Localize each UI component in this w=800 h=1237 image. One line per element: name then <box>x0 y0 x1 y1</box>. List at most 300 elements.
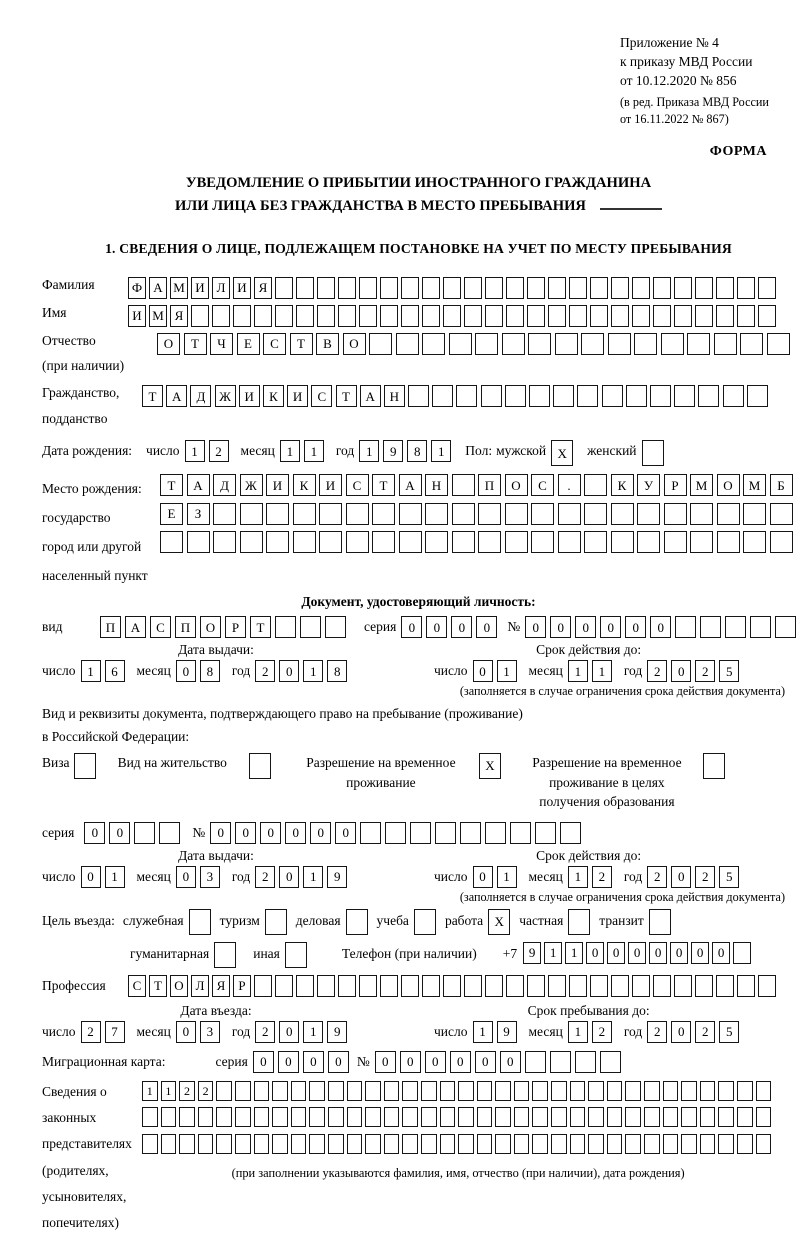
surname-cell[interactable]: Я <box>254 277 272 299</box>
surname-cell[interactable] <box>317 277 335 299</box>
birth-place-cell[interactable] <box>319 503 342 525</box>
residence-number-cell[interactable] <box>460 822 481 844</box>
given-name-cell[interactable] <box>233 305 251 327</box>
representative-cell[interactable] <box>625 1107 641 1127</box>
patronymic-cell[interactable]: Т <box>184 333 207 355</box>
profession-cell[interactable] <box>443 975 461 997</box>
representative-cell[interactable] <box>588 1134 604 1154</box>
birth-place-cell[interactable]: О <box>505 474 528 496</box>
patronymic-cell[interactable]: В <box>316 333 339 355</box>
surname-cell[interactable]: М <box>170 277 188 299</box>
surname-cell[interactable] <box>632 277 650 299</box>
representative-cell[interactable] <box>365 1081 381 1101</box>
surname-cell[interactable] <box>422 277 440 299</box>
representative-cell[interactable] <box>625 1081 641 1101</box>
birth-place-cell[interactable] <box>770 531 793 553</box>
purpose-checkbox[interactable] <box>346 909 368 935</box>
birth-month-cell[interactable]: 1 <box>304 440 324 462</box>
citizenship-cell[interactable] <box>432 385 453 407</box>
birth-place-cell[interactable] <box>372 503 395 525</box>
citizenship-cell[interactable]: И <box>287 385 308 407</box>
profession-cell[interactable] <box>422 975 440 997</box>
representative-cell[interactable] <box>495 1107 511 1127</box>
valid-day-cell[interactable]: 1 <box>497 866 517 888</box>
surname-cell[interactable] <box>359 277 377 299</box>
profession-cell[interactable] <box>590 975 608 997</box>
issue-month-cell[interactable]: 0 <box>176 660 196 682</box>
stay-year-cell[interactable]: 2 <box>695 1021 715 1043</box>
surname-cell[interactable]: Л <box>212 277 230 299</box>
representative-cell[interactable]: 1 <box>161 1081 177 1101</box>
given-name-cell[interactable] <box>212 305 230 327</box>
surname-cell[interactable] <box>527 277 545 299</box>
surname-cell[interactable] <box>296 277 314 299</box>
representative-cell[interactable] <box>681 1134 697 1154</box>
birth-place-cell[interactable] <box>717 503 740 525</box>
migration-number-cell[interactable]: 0 <box>400 1051 421 1073</box>
patronymic-cell[interactable] <box>608 333 631 355</box>
given-name-cell[interactable] <box>485 305 503 327</box>
representative-cell[interactable] <box>607 1081 623 1101</box>
citizenship-cell[interactable] <box>456 385 477 407</box>
representative-cell[interactable] <box>607 1134 623 1154</box>
valid-day-cell[interactable]: 0 <box>473 866 493 888</box>
given-name-cell[interactable] <box>359 305 377 327</box>
profession-cell[interactable]: Р <box>233 975 251 997</box>
migration-series-cell[interactable]: 0 <box>278 1051 299 1073</box>
citizenship-cell[interactable] <box>481 385 502 407</box>
representative-cell[interactable] <box>756 1107 772 1127</box>
given-name-cell[interactable] <box>317 305 335 327</box>
profession-cell[interactable] <box>695 975 713 997</box>
representative-cell[interactable] <box>477 1134 493 1154</box>
migration-number-cell[interactable]: 0 <box>475 1051 496 1073</box>
birth-place-cell[interactable] <box>187 531 210 553</box>
birth-place-cell[interactable] <box>266 503 289 525</box>
valid-year-cell[interactable]: 0 <box>671 866 691 888</box>
birth-place-cell[interactable] <box>425 531 448 553</box>
representative-cell[interactable] <box>384 1107 400 1127</box>
citizenship-cell[interactable]: Н <box>384 385 405 407</box>
birth-place-cell[interactable] <box>293 531 316 553</box>
surname-cell[interactable] <box>464 277 482 299</box>
given-name-cell[interactable] <box>569 305 587 327</box>
representative-cell[interactable] <box>328 1081 344 1101</box>
entry-day-cell[interactable]: 2 <box>81 1021 101 1043</box>
representative-cell[interactable] <box>644 1081 660 1101</box>
surname-cell[interactable]: И <box>233 277 251 299</box>
residence-number-cell[interactable]: 0 <box>210 822 231 844</box>
given-name-cell[interactable] <box>590 305 608 327</box>
representative-cell[interactable] <box>440 1081 456 1101</box>
patronymic-cell[interactable] <box>767 333 790 355</box>
citizenship-cell[interactable]: Т <box>336 385 357 407</box>
birth-place-cell[interactable]: С <box>531 474 554 496</box>
birth-place-cell[interactable] <box>293 503 316 525</box>
profession-cell[interactable]: Я <box>212 975 230 997</box>
representative-cell[interactable] <box>347 1134 363 1154</box>
given-name-cell[interactable] <box>338 305 356 327</box>
representative-cell[interactable] <box>272 1107 288 1127</box>
birth-place-cell[interactable] <box>664 531 687 553</box>
phone-cell[interactable]: 0 <box>691 942 709 964</box>
representative-cell[interactable] <box>328 1134 344 1154</box>
doc-kind-cell[interactable] <box>275 616 296 638</box>
representative-cell[interactable] <box>737 1081 753 1101</box>
doc-number-cell[interactable]: 0 <box>525 616 546 638</box>
given-name-cell[interactable]: Я <box>170 305 188 327</box>
valid-day-cell[interactable]: 0 <box>473 660 493 682</box>
representative-cell[interactable] <box>737 1134 753 1154</box>
surname-cell[interactable] <box>485 277 503 299</box>
profession-cell[interactable] <box>527 975 545 997</box>
representative-cell[interactable] <box>718 1134 734 1154</box>
doc-series-cell[interactable]: 0 <box>476 616 497 638</box>
profession-cell[interactable] <box>338 975 356 997</box>
birth-place-cell[interactable] <box>452 503 475 525</box>
valid-month-cell[interactable]: 2 <box>592 866 612 888</box>
birth-place-cell[interactable]: М <box>743 474 766 496</box>
birth-place-cell[interactable] <box>531 503 554 525</box>
representative-cell[interactable] <box>700 1107 716 1127</box>
representative-cell[interactable] <box>216 1134 232 1154</box>
migration-number-cell[interactable] <box>575 1051 596 1073</box>
representative-cell[interactable] <box>291 1107 307 1127</box>
representative-cell[interactable] <box>551 1134 567 1154</box>
doc-number-cell[interactable]: 0 <box>650 616 671 638</box>
representative-cell[interactable] <box>737 1107 753 1127</box>
residence-number-cell[interactable] <box>385 822 406 844</box>
birth-day-cell[interactable]: 2 <box>209 440 229 462</box>
doc-number-cell[interactable]: 0 <box>600 616 621 638</box>
profession-cell[interactable] <box>737 975 755 997</box>
given-name-cell[interactable] <box>380 305 398 327</box>
valid-month-cell[interactable]: 1 <box>592 660 612 682</box>
birth-place-cell[interactable] <box>558 531 581 553</box>
entry-year-cell[interactable]: 0 <box>279 1021 299 1043</box>
patronymic-cell[interactable] <box>449 333 472 355</box>
representative-cell[interactable] <box>570 1081 586 1101</box>
representative-cell[interactable] <box>235 1107 251 1127</box>
profession-cell[interactable] <box>569 975 587 997</box>
profession-cell[interactable] <box>758 975 776 997</box>
birth-place-cell[interactable] <box>240 503 263 525</box>
valid-year-cell[interactable]: 5 <box>719 660 739 682</box>
stay-year-cell[interactable]: 5 <box>719 1021 739 1043</box>
purpose-checkbox[interactable] <box>568 909 590 935</box>
citizenship-cell[interactable]: Т <box>142 385 163 407</box>
entry-month-cell[interactable]: 3 <box>200 1021 220 1043</box>
representative-cell[interactable] <box>588 1081 604 1101</box>
profession-cell[interactable] <box>674 975 692 997</box>
representative-cell[interactable] <box>402 1081 418 1101</box>
stay-year-cell[interactable]: 2 <box>647 1021 667 1043</box>
doc-kind-cell[interactable]: А <box>125 616 146 638</box>
birth-place-cell[interactable]: К <box>611 474 634 496</box>
phone-cell[interactable] <box>733 942 751 964</box>
birth-place-cell[interactable] <box>240 531 263 553</box>
birth-place-cell[interactable]: И <box>319 474 342 496</box>
phone-cell[interactable]: 1 <box>565 942 583 964</box>
profession-cell[interactable] <box>296 975 314 997</box>
surname-cell[interactable] <box>716 277 734 299</box>
citizenship-cell[interactable] <box>674 385 695 407</box>
residence-number-cell[interactable] <box>485 822 506 844</box>
representative-cell[interactable] <box>607 1107 623 1127</box>
phone-cell[interactable]: 0 <box>628 942 646 964</box>
representative-cell[interactable] <box>458 1107 474 1127</box>
given-name-cell[interactable] <box>401 305 419 327</box>
birth-place-cell[interactable]: И <box>266 474 289 496</box>
residence-number-cell[interactable]: 0 <box>310 822 331 844</box>
birth-place-cell[interactable]: А <box>187 474 210 496</box>
profession-cell[interactable]: О <box>170 975 188 997</box>
stay-day-cell[interactable]: 1 <box>473 1021 493 1043</box>
doc-number-cell[interactable] <box>750 616 771 638</box>
representative-cell[interactable] <box>179 1134 195 1154</box>
birth-place-cell[interactable] <box>611 503 634 525</box>
representative-cell[interactable] <box>551 1107 567 1127</box>
surname-cell[interactable] <box>737 277 755 299</box>
representative-cell[interactable] <box>532 1134 548 1154</box>
given-name-cell[interactable] <box>254 305 272 327</box>
residence-series-cell[interactable]: 0 <box>84 822 105 844</box>
given-name-cell[interactable] <box>716 305 734 327</box>
representative-cell[interactable] <box>440 1134 456 1154</box>
birth-place-cell[interactable]: Н <box>425 474 448 496</box>
birth-place-cell[interactable] <box>425 503 448 525</box>
birth-place-cell[interactable] <box>770 503 793 525</box>
birth-place-cell[interactable]: Ж <box>240 474 263 496</box>
given-name-cell[interactable] <box>191 305 209 327</box>
representative-cell[interactable] <box>421 1134 437 1154</box>
birth-place-cell[interactable] <box>452 474 475 496</box>
birth-place-cell[interactable] <box>346 531 369 553</box>
valid-year-cell[interactable]: 0 <box>671 660 691 682</box>
residence-number-cell[interactable] <box>510 822 531 844</box>
patronymic-cell[interactable]: Е <box>237 333 260 355</box>
representative-cell[interactable]: 2 <box>198 1081 214 1101</box>
doc-number-cell[interactable]: 0 <box>550 616 571 638</box>
migration-series-cell[interactable]: 0 <box>328 1051 349 1073</box>
representative-cell[interactable] <box>291 1081 307 1101</box>
issue-month-cell[interactable]: 8 <box>200 660 220 682</box>
migration-number-cell[interactable] <box>550 1051 571 1073</box>
issue-year-cell[interactable]: 2 <box>255 866 275 888</box>
representative-cell[interactable] <box>700 1081 716 1101</box>
residence-number-cell[interactable]: 0 <box>235 822 256 844</box>
representative-cell[interactable] <box>254 1107 270 1127</box>
representative-cell[interactable] <box>309 1081 325 1101</box>
surname-cell[interactable] <box>401 277 419 299</box>
patronymic-cell[interactable] <box>502 333 525 355</box>
representative-cell[interactable] <box>421 1081 437 1101</box>
doc-series-cell[interactable]: 0 <box>401 616 422 638</box>
citizenship-cell[interactable]: К <box>263 385 284 407</box>
representative-cell[interactable] <box>179 1107 195 1127</box>
profession-cell[interactable] <box>632 975 650 997</box>
doc-kind-cell[interactable]: О <box>200 616 221 638</box>
valid-year-cell[interactable]: 2 <box>695 660 715 682</box>
representative-cell[interactable] <box>254 1134 270 1154</box>
representative-cell[interactable] <box>198 1107 214 1127</box>
surname-cell[interactable] <box>338 277 356 299</box>
representative-cell[interactable] <box>421 1107 437 1127</box>
doc-number-cell[interactable] <box>725 616 746 638</box>
birth-place-cell[interactable] <box>743 531 766 553</box>
given-name-cell[interactable] <box>275 305 293 327</box>
patronymic-cell[interactable] <box>661 333 684 355</box>
representative-cell[interactable] <box>309 1134 325 1154</box>
residence-number-cell[interactable]: 0 <box>335 822 356 844</box>
surname-cell[interactable] <box>548 277 566 299</box>
residence-number-cell[interactable] <box>560 822 581 844</box>
representative-cell[interactable] <box>644 1107 660 1127</box>
representative-cell[interactable] <box>570 1134 586 1154</box>
issue-year-cell[interactable]: 0 <box>279 660 299 682</box>
given-name-cell[interactable] <box>506 305 524 327</box>
representative-cell[interactable] <box>570 1107 586 1127</box>
migration-number-cell[interactable] <box>600 1051 621 1073</box>
representative-cell[interactable] <box>216 1107 232 1127</box>
migration-number-cell[interactable] <box>525 1051 546 1073</box>
surname-cell[interactable] <box>506 277 524 299</box>
representative-cell[interactable] <box>663 1107 679 1127</box>
surname-cell[interactable] <box>674 277 692 299</box>
given-name-cell[interactable] <box>296 305 314 327</box>
birth-place-cell[interactable]: К <box>293 474 316 496</box>
birth-year-cell[interactable]: 8 <box>407 440 427 462</box>
representative-cell[interactable] <box>235 1134 251 1154</box>
valid-year-cell[interactable]: 2 <box>647 660 667 682</box>
birth-place-cell[interactable] <box>690 503 713 525</box>
valid-day-cell[interactable]: 1 <box>497 660 517 682</box>
birth-year-cell[interactable]: 9 <box>383 440 403 462</box>
residence-number-cell[interactable]: 0 <box>260 822 281 844</box>
representative-cell[interactable] <box>384 1134 400 1154</box>
profession-cell[interactable] <box>464 975 482 997</box>
doc-number-cell[interactable]: 0 <box>575 616 596 638</box>
patronymic-cell[interactable]: О <box>343 333 366 355</box>
residence-number-cell[interactable] <box>435 822 456 844</box>
birth-place-cell[interactable] <box>478 503 501 525</box>
birth-place-cell[interactable]: Б <box>770 474 793 496</box>
representative-cell[interactable] <box>291 1134 307 1154</box>
doc-kind-cell[interactable] <box>300 616 321 638</box>
residence-series-cell[interactable]: 0 <box>109 822 130 844</box>
doc-series-cell[interactable]: 0 <box>451 616 472 638</box>
birth-place-cell[interactable]: Р <box>664 474 687 496</box>
representative-cell[interactable] <box>718 1081 734 1101</box>
birth-place-cell[interactable]: Т <box>372 474 395 496</box>
birth-place-cell[interactable]: Т <box>160 474 183 496</box>
patronymic-cell[interactable] <box>581 333 604 355</box>
citizenship-cell[interactable] <box>650 385 671 407</box>
residence-number-cell[interactable] <box>410 822 431 844</box>
citizenship-cell[interactable] <box>626 385 647 407</box>
migration-number-cell[interactable]: 0 <box>375 1051 396 1073</box>
profession-cell[interactable] <box>359 975 377 997</box>
visa-checkbox[interactable] <box>74 753 96 779</box>
issue-day-cell[interactable]: 6 <box>105 660 125 682</box>
birth-place-cell[interactable] <box>637 503 660 525</box>
profession-cell[interactable] <box>275 975 293 997</box>
representative-cell[interactable] <box>440 1107 456 1127</box>
doc-number-cell[interactable]: 0 <box>625 616 646 638</box>
birth-place-cell[interactable] <box>160 531 183 553</box>
issue-day-cell[interactable]: 1 <box>105 866 125 888</box>
birth-place-cell[interactable]: З <box>187 503 210 525</box>
citizenship-cell[interactable] <box>698 385 719 407</box>
given-name-cell[interactable] <box>737 305 755 327</box>
given-name-cell[interactable]: И <box>128 305 146 327</box>
birth-place-cell[interactable] <box>319 531 342 553</box>
birth-place-cell[interactable] <box>399 503 422 525</box>
birth-place-cell[interactable] <box>584 503 607 525</box>
profession-cell[interactable] <box>380 975 398 997</box>
entry-month-cell[interactable]: 0 <box>176 1021 196 1043</box>
given-name-cell[interactable]: М <box>149 305 167 327</box>
doc-kind-cell[interactable]: С <box>150 616 171 638</box>
birth-place-cell[interactable]: У <box>637 474 660 496</box>
migration-series-cell[interactable]: 0 <box>303 1051 324 1073</box>
surname-cell[interactable]: Ф <box>128 277 146 299</box>
citizenship-cell[interactable]: И <box>239 385 260 407</box>
profession-cell[interactable] <box>716 975 734 997</box>
patronymic-cell[interactable] <box>528 333 551 355</box>
valid-year-cell[interactable]: 2 <box>647 866 667 888</box>
phone-cell[interactable]: 0 <box>607 942 625 964</box>
citizenship-cell[interactable] <box>529 385 550 407</box>
representative-cell[interactable] <box>365 1134 381 1154</box>
purpose-checkbox[interactable] <box>265 909 287 935</box>
issue-day-cell[interactable]: 0 <box>81 866 101 888</box>
birth-place-cell[interactable] <box>558 503 581 525</box>
patronymic-cell[interactable] <box>422 333 445 355</box>
birth-place-cell[interactable]: . <box>558 474 581 496</box>
purpose-checkbox[interactable] <box>214 942 236 968</box>
representative-cell[interactable] <box>718 1107 734 1127</box>
profession-cell[interactable] <box>401 975 419 997</box>
citizenship-cell[interactable] <box>747 385 768 407</box>
birth-place-cell[interactable]: П <box>478 474 501 496</box>
citizenship-cell[interactable]: А <box>360 385 381 407</box>
issue-month-cell[interactable]: 3 <box>200 866 220 888</box>
purpose-checkbox[interactable] <box>189 909 211 935</box>
given-name-cell[interactable] <box>527 305 545 327</box>
birth-place-cell[interactable] <box>399 531 422 553</box>
representative-cell[interactable] <box>235 1081 251 1101</box>
birth-month-cell[interactable]: 1 <box>280 440 300 462</box>
valid-month-cell[interactable]: 1 <box>568 866 588 888</box>
representative-cell[interactable] <box>700 1134 716 1154</box>
representative-cell[interactable] <box>458 1081 474 1101</box>
profession-cell[interactable]: Л <box>191 975 209 997</box>
female-checkbox[interactable] <box>642 440 664 466</box>
birth-place-cell[interactable] <box>505 531 528 553</box>
birth-place-cell[interactable] <box>584 531 607 553</box>
birth-place-cell[interactable] <box>346 503 369 525</box>
patronymic-cell[interactable] <box>555 333 578 355</box>
given-name-cell[interactable] <box>758 305 776 327</box>
citizenship-cell[interactable] <box>577 385 598 407</box>
residence-number-cell[interactable]: 0 <box>285 822 306 844</box>
representative-cell[interactable] <box>663 1081 679 1101</box>
doc-kind-cell[interactable]: П <box>175 616 196 638</box>
representative-cell[interactable] <box>384 1081 400 1101</box>
birth-place-cell[interactable] <box>531 531 554 553</box>
representative-cell[interactable] <box>142 1134 158 1154</box>
